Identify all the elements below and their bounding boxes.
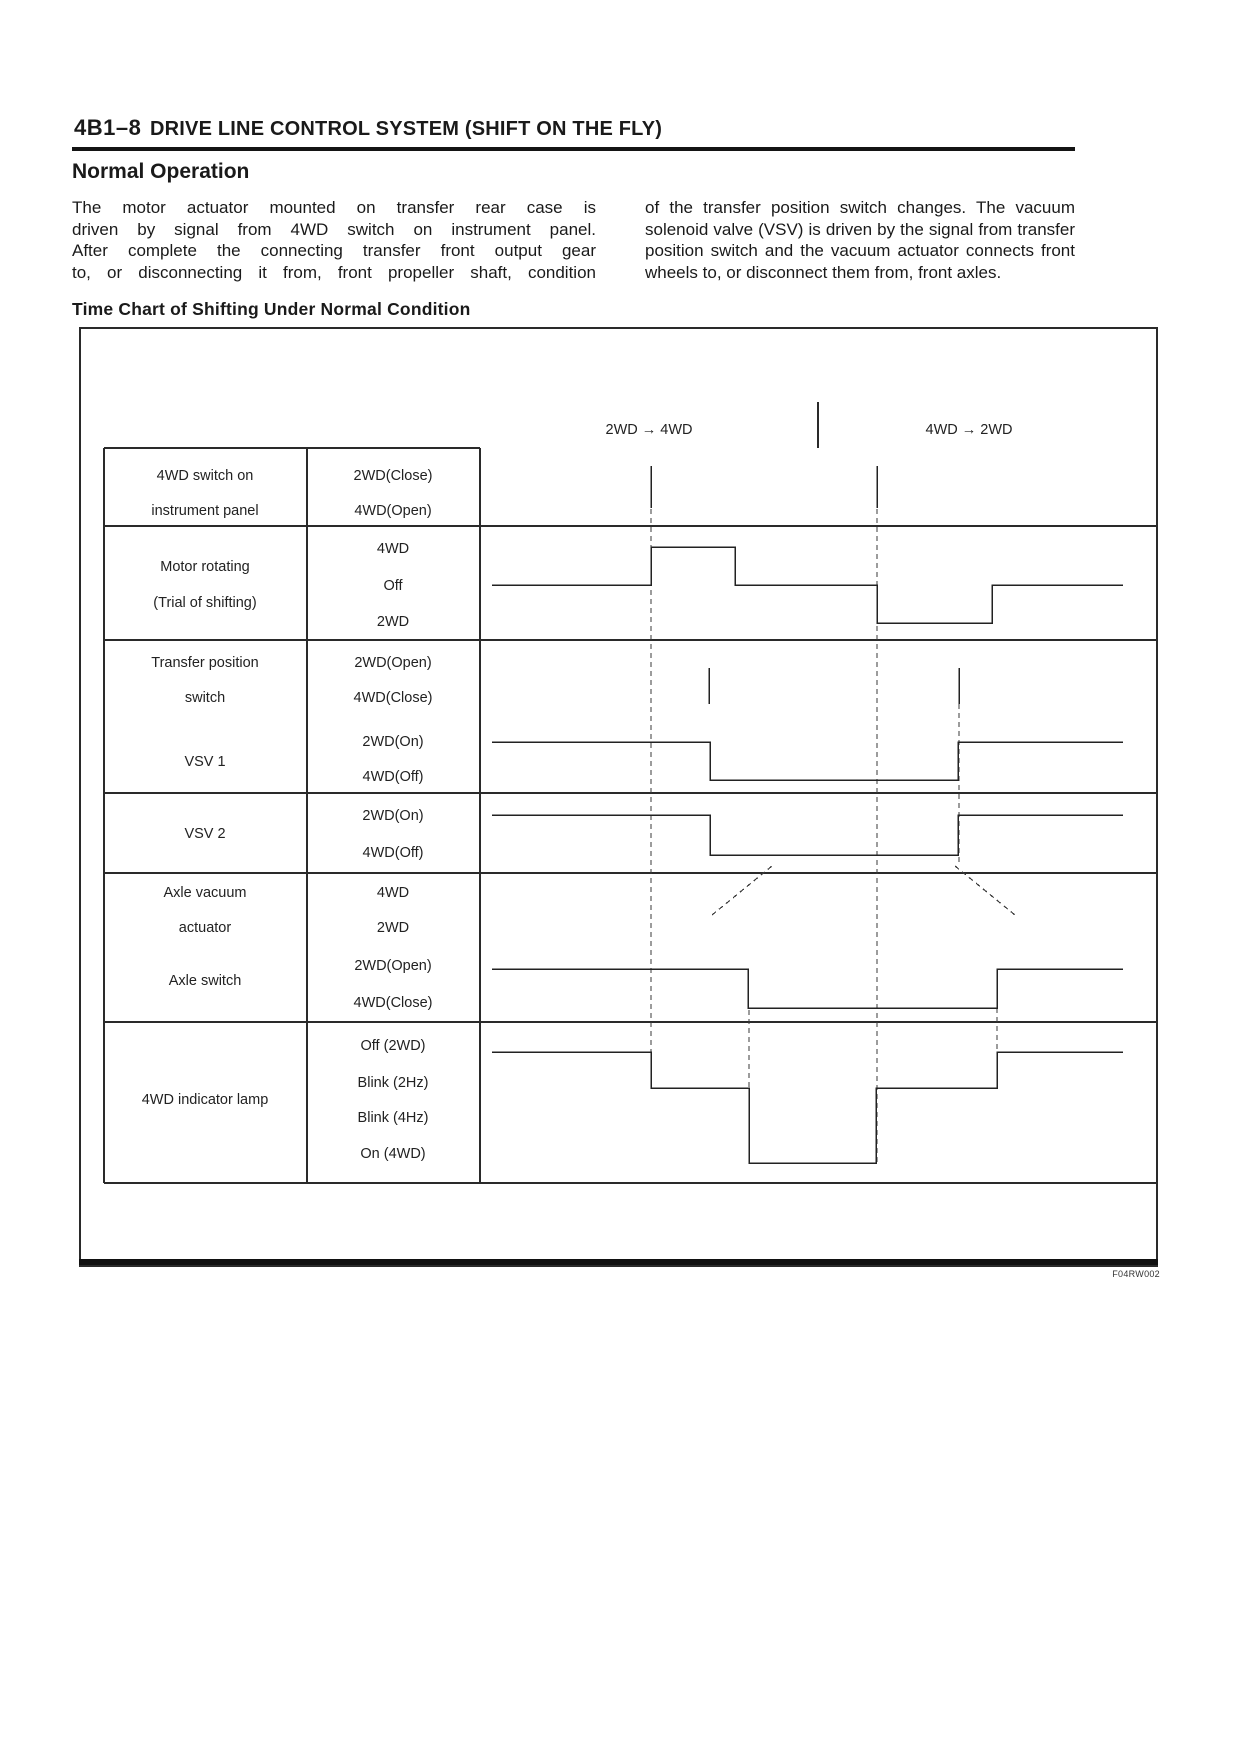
body-right-column: [645, 197, 1075, 284]
chart-row-label: VSV 1: [184, 754, 226, 770]
chart-state-label: 2WD(On): [362, 734, 424, 750]
body-text-line: to, or disconnecting it from, front propeller shaft, condition: [72, 263, 596, 283]
waveform-vsv1: [492, 742, 1123, 780]
body-text-line: driven by signal from 4WD switch on instrument panel.: [72, 219, 596, 239]
chart-state-label: 2WD: [376, 920, 410, 936]
chart-row-label: 4WD switch on: [156, 468, 254, 484]
dashed-reference-line: [955, 866, 1015, 915]
chart-row-label: 4WD indicator lamp: [141, 1092, 269, 1108]
chart-state-label: 2WD(Close): [353, 468, 433, 484]
chart-state-label: 4WD(Close): [353, 690, 433, 706]
page-title: DRIVE LINE CONTROL SYSTEM (SHIFT ON THE FLY): [150, 118, 663, 140]
waveform-axle-switch: [492, 969, 1123, 1008]
chart-state-label: 4WD(Off): [362, 769, 424, 785]
chart-state-label: Off: [383, 578, 403, 594]
header-rule: [72, 147, 1075, 151]
chart-row-label: Transfer position: [151, 655, 259, 671]
chart-state-label: 4WD: [376, 885, 410, 901]
waveform-vsv2: [492, 815, 1123, 855]
section-title: Normal Operation: [72, 160, 250, 183]
chart-state-label: 4WD: [376, 541, 410, 557]
chart-row-label: Motor rotating: [160, 559, 250, 575]
figure-code: F04RW002: [1112, 1269, 1160, 1279]
chart-section-header: 4WD → 2WD: [925, 422, 1013, 438]
chart-row-label: instrument panel: [151, 503, 259, 519]
chart-row-label: switch: [184, 690, 226, 706]
chart-section-header: 2WD → 4WD: [605, 422, 693, 438]
chart-row-label: VSV 2: [184, 826, 226, 842]
chart-state-label: 2WD(Open): [354, 655, 432, 671]
dashed-reference-line: [712, 866, 772, 915]
body-text-line: After complete the connecting transfer front output gear: [72, 241, 596, 261]
chart-state-label: Blink (4Hz): [357, 1110, 429, 1126]
chart-state-label: 2WD(Open): [354, 958, 432, 974]
chart-state-label: Blink (2Hz): [357, 1075, 429, 1091]
chart-state-label: On (4WD): [360, 1146, 426, 1162]
chart-row-label: (Trial of shifting): [153, 595, 257, 611]
chart-state-label: 4WD(Open): [354, 503, 432, 519]
waveform-indicator-lamp: [492, 1052, 1123, 1163]
chart-state-label: 2WD: [376, 614, 410, 630]
body-text-line: solenoid valve (VSV) is driven by the signal from transfer: [645, 219, 1075, 239]
page-code: 4B1–8: [74, 115, 142, 140]
chart-subtitle: Time Chart of Shifting Under Normal Condition: [72, 299, 471, 319]
chart-state-label: Off (2WD): [360, 1038, 426, 1054]
chart-state-label: 2WD(On): [362, 808, 424, 824]
chart-state-label: 4WD(Off): [362, 845, 424, 861]
chart-state-label: 4WD(Close): [353, 995, 433, 1011]
chart-row-label: Axle switch: [168, 973, 242, 989]
waveform-motor-rotating: [492, 547, 1123, 623]
body-text-line: wheels to, or disconnect them from, front axles.: [645, 263, 1002, 283]
chart-row-label: Axle vacuum: [163, 885, 247, 901]
chart-row-label: actuator: [178, 920, 232, 936]
body-text-line: of the transfer position switch changes. The vacuum: [645, 198, 1075, 217]
body-text-line: The motor actuator mounted on transfer rear case is: [72, 198, 596, 217]
body-left-column: [72, 197, 596, 284]
body-text-line: position switch and the vacuum actuator connects front: [645, 241, 1075, 261]
